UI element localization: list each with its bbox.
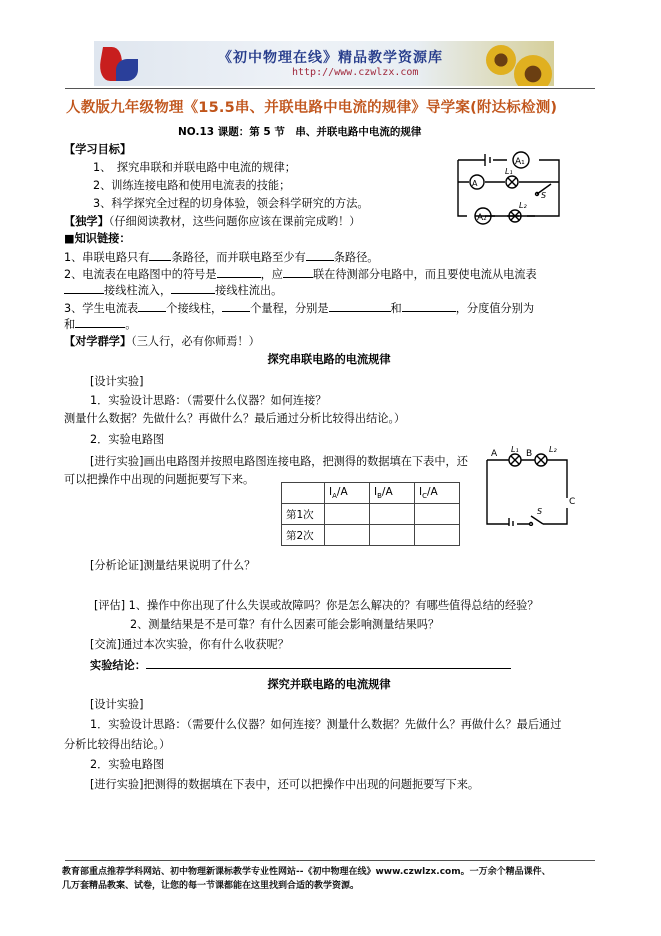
series-do-a: [进行实验]画出电路图并按照电路图连接电路，把测得的数据填在下表中，还 bbox=[90, 455, 468, 468]
q3-text-e: ，分度值分别为 bbox=[455, 302, 535, 315]
series-step1a: 1．实验设计思路：（需要什么仪器？如何连接？ bbox=[90, 394, 327, 407]
circuit2-s-label: S bbox=[537, 507, 543, 516]
q1-text-c: 条路径。 bbox=[333, 251, 379, 264]
q2-text-b: ，应 bbox=[260, 268, 283, 281]
series-analyze: [分析论证]测量结果说明了什么？ bbox=[90, 559, 256, 572]
table-cell[interactable] bbox=[325, 525, 370, 546]
header-rule bbox=[65, 88, 595, 89]
series-do-b: 可以把操作中出现的问题扼要写下来。 bbox=[64, 473, 255, 486]
footer-line2: 几万套精品教案、试卷，让您的每一节课都能在这里找到合适的教学资源。 bbox=[62, 881, 360, 891]
parallel-do: [进行实验]把测得的数据填在下表中，还可以把操作中出现的问题扼要写下来。 bbox=[90, 778, 480, 791]
q3-blank-4[interactable] bbox=[402, 300, 456, 312]
knowledge-q1 bbox=[64, 249, 378, 265]
q3-text-f: 和 bbox=[64, 318, 76, 331]
group-heading: 【对学群学】 bbox=[64, 335, 132, 348]
circuit2-b-label: B bbox=[526, 449, 533, 459]
table-header-cell: $I_B/A$ bbox=[370, 483, 415, 504]
q3-text-c: 个量程，分别是 bbox=[250, 302, 329, 315]
parallel-step1b: 分析比较得出结论。） bbox=[64, 738, 171, 751]
q3-blank-2[interactable] bbox=[222, 300, 250, 312]
q1-blank-2[interactable] bbox=[306, 249, 334, 261]
document-title: 人教版九年级物理《15.5串、并联电路中电流的规律》导学案(附达标检测) bbox=[66, 100, 558, 116]
group-note: （三人行，必有你师焉！） bbox=[131, 335, 260, 348]
circuit1-l1-label: L₁ bbox=[505, 167, 513, 176]
table-cell[interactable] bbox=[370, 525, 415, 546]
q3-text-b: 个接线柱， bbox=[166, 302, 223, 315]
circuit2-a-label: A bbox=[491, 449, 498, 459]
circuit2-l2-label: L₂ bbox=[549, 446, 557, 454]
table-row bbox=[282, 504, 460, 525]
table-cell[interactable] bbox=[415, 504, 460, 525]
q2-text-e: 接线柱流出。 bbox=[215, 284, 283, 297]
q2-blank-3[interactable] bbox=[64, 282, 104, 294]
parallel-circuit-diagram bbox=[455, 150, 565, 228]
q3-text-a: 3、学生电流表 bbox=[64, 302, 139, 315]
q3-blank-1[interactable] bbox=[138, 300, 166, 312]
banner-title: 《初中物理在线》精品教学资源库 bbox=[218, 50, 443, 66]
q2-text-d: 接线柱流入， bbox=[104, 284, 172, 297]
circuit2-l1-label: L₁ bbox=[511, 446, 519, 454]
knowledge-q2a bbox=[64, 266, 537, 282]
parallel-design: [设计实验] bbox=[90, 698, 144, 711]
series-conclusion bbox=[90, 657, 511, 673]
circuit1-a-label: A bbox=[472, 179, 478, 188]
self-study-heading: 【独学】 bbox=[64, 215, 109, 228]
circuit1-a2-label: A₂ bbox=[477, 213, 487, 223]
table-header-cell: $I_C/A$ bbox=[415, 483, 460, 504]
q3-text-d: 和 bbox=[390, 302, 402, 315]
q2-text-a: 2、电流表在电路图中的符号是 bbox=[64, 268, 217, 281]
table-header-row bbox=[282, 483, 460, 504]
parallel-heading: 探究并联电路的电流规律 bbox=[267, 678, 391, 691]
circuit1-s-label: S bbox=[541, 191, 547, 200]
conclusion-blank[interactable] bbox=[146, 657, 511, 669]
series-heading: 探究串联电路的电流规律 bbox=[267, 353, 391, 366]
circuit2-c-label: C bbox=[569, 497, 576, 507]
table-header-cell: $I_A/A$ bbox=[325, 483, 370, 504]
q2-text-c: 联在待测部分电路中，而且要使电流从电流表 bbox=[312, 268, 537, 281]
knowledge-q3b bbox=[64, 316, 136, 332]
series-data-table bbox=[281, 482, 460, 546]
table-cell[interactable] bbox=[370, 504, 415, 525]
series-design: [设计实验] bbox=[90, 375, 144, 388]
table-row-label: 第1次 bbox=[282, 504, 325, 525]
goal-item: 1、 探究串联和并联电路中电流的规律； bbox=[93, 161, 296, 174]
footer-rule bbox=[65, 860, 595, 861]
series-step1b: 测量什么数据？先做什么？再做什么？最后通过分析比较得出结论。） bbox=[64, 412, 406, 425]
banner-url: http://www.czwlzx.com bbox=[292, 67, 419, 78]
q1-blank-1[interactable] bbox=[149, 249, 171, 261]
q2-blank-2[interactable] bbox=[283, 266, 313, 278]
goal-item: 3、科学探究全过程的切身体验，领会科学研究的方法。 bbox=[93, 197, 369, 210]
conclusion-label: 实验结论： bbox=[90, 659, 146, 672]
group-line bbox=[64, 334, 260, 349]
circuit1-a1-label: A₁ bbox=[515, 157, 525, 167]
parallel-step2: 2．实验电路图 bbox=[90, 758, 165, 771]
series-exchange: [交流]通过本次实验，你有什么收获呢？ bbox=[90, 638, 289, 651]
self-study-note: （仔细阅读教材，这些问题你应该在课前完成哟！） bbox=[108, 215, 361, 228]
sunflower-icon bbox=[514, 55, 552, 86]
table-row bbox=[282, 525, 460, 546]
table-cell[interactable] bbox=[415, 525, 460, 546]
banner bbox=[94, 41, 554, 86]
parallel-step1a: 1．实验设计思路：（需要什么仪器？如何连接？测量什么数据？先做什么？再做什么？最后通过 bbox=[90, 718, 562, 731]
table-row-label: 第2次 bbox=[282, 525, 325, 546]
series-step2: 2．实验电路图 bbox=[90, 433, 165, 446]
series-eval1: [评估] 1、操作中你出现了什么失误或故障吗？你是怎么解决的？有哪些值得总结的经验？ bbox=[94, 599, 539, 612]
logo-blue-shape bbox=[116, 59, 138, 81]
series-circuit-diagram bbox=[485, 446, 577, 526]
lesson-header: NO.13 课题：第 5 节 串、并联电路中电流的规律 bbox=[178, 126, 422, 138]
knowledge-heading: ■知识链接： bbox=[64, 232, 131, 245]
circuit1-l2-label: L₂ bbox=[519, 201, 527, 210]
q2-blank-1[interactable] bbox=[217, 266, 261, 278]
goal-item: 2、训练连接电路和使用电流表的技能； bbox=[93, 179, 291, 192]
q1-text-b: 条路径，而并联电路至少有 bbox=[171, 251, 306, 264]
knowledge-q2b bbox=[64, 282, 282, 298]
q3-blank-5[interactable] bbox=[75, 316, 125, 328]
q3-blank-3[interactable] bbox=[329, 300, 391, 312]
table-header-cell bbox=[282, 483, 325, 504]
q3-text-g: 。 bbox=[125, 318, 137, 331]
q2-blank-4[interactable] bbox=[171, 282, 215, 294]
knowledge-q3a bbox=[64, 300, 534, 316]
footer-line1: 教育部重点推荐学科网站、初中物理新课标教学专业性网站--《初中物理在线》www.czwlzx.com。一万余个精品课件、 bbox=[62, 867, 551, 877]
self-study-line bbox=[64, 214, 360, 229]
q1-text-a: 1、串联电路只有 bbox=[64, 251, 150, 264]
sunflower-icon bbox=[486, 45, 516, 75]
series-eval2: 2、测量结果是不是可靠？有什么因素可能会影响测量结果吗？ bbox=[130, 618, 440, 631]
goals-heading: 【学习目标】 bbox=[64, 143, 132, 156]
table-cell[interactable] bbox=[325, 504, 370, 525]
